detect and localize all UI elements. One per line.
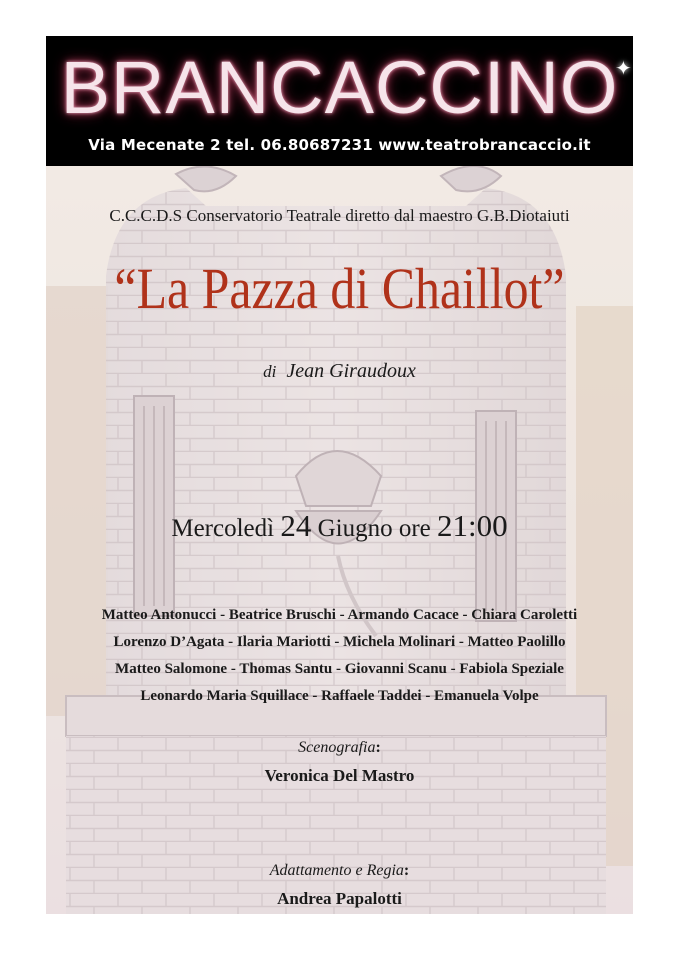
performance-date xyxy=(46,508,633,544)
poster xyxy=(46,36,633,914)
header-banner xyxy=(46,36,633,166)
date-time: 21:00 xyxy=(437,508,508,543)
author-name: Jean Giraudoux xyxy=(286,360,416,382)
date-weekday: Mercoledì xyxy=(171,515,275,542)
director-name: Andrea Papalotti xyxy=(277,889,402,908)
cast-line: Matteo Salomone - Thomas Santu - Giovanni Scanu - Fabiola Speziale xyxy=(115,661,564,677)
cast-line: Matteo Antonucci - Beatrice Bruschi - Armando Cacace - Chiara Caroletti xyxy=(101,607,578,623)
play-title: “La Pazza di Chaillot” xyxy=(114,256,565,321)
cast-list xyxy=(46,602,633,710)
theatre-name: BRANCACCINO xyxy=(60,46,619,129)
author-prefix: di xyxy=(263,362,277,381)
cast-line: Lorenzo D’Agata - Ilaria Mariotti - Michela Molinari - Matteo Paolillo xyxy=(113,634,566,650)
theatre-address: Via Mecenate 2 tel. 06.80687231 www.teatrobrancaccio.it xyxy=(88,136,591,154)
set-design-label: Scenografia: xyxy=(298,739,381,756)
date-day: 24 xyxy=(280,508,312,543)
set-designer-name: Veronica Del Mastro xyxy=(264,766,415,785)
time-prefix: ore xyxy=(398,515,431,542)
direction-label: Adattamento e Regia: xyxy=(269,862,410,879)
author-line xyxy=(46,360,633,383)
cast-line: Leonardo Maria Squillace - Raffaele Taddei - Emanuela Volpe xyxy=(140,688,539,704)
poster-content xyxy=(46,166,633,914)
sparkle-icon: ✦ xyxy=(615,56,632,80)
date-month: Giugno xyxy=(317,515,393,542)
organization-line: C.C.C.D.S Conservatorio Teatrale diretto dal maestro G.B.Diotaiuti xyxy=(109,206,570,225)
